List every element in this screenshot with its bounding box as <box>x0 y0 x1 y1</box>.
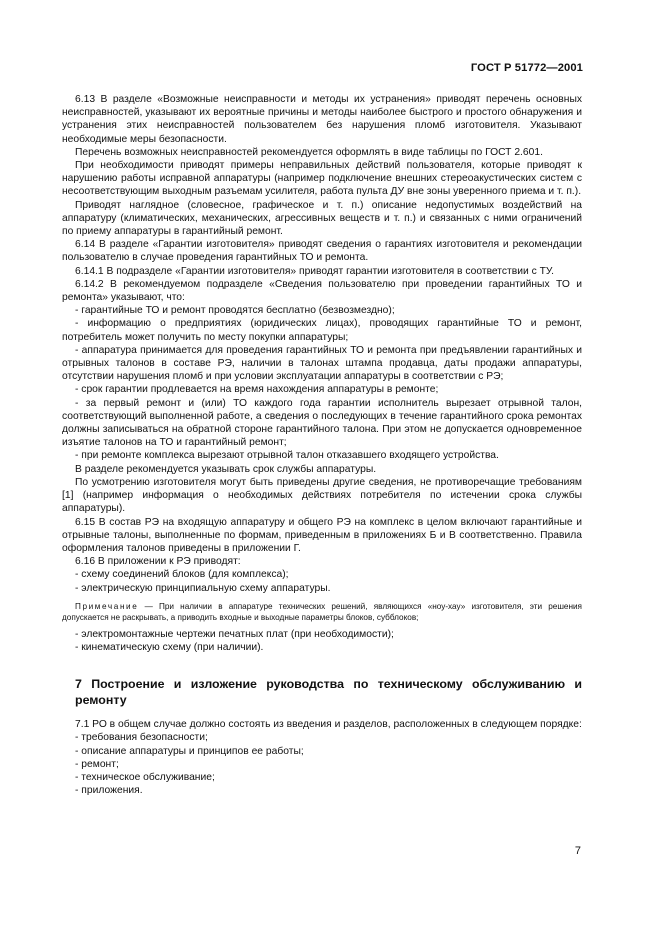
page-number: 7 <box>574 845 581 857</box>
list-item: - электромонтажные чертежи печатных плат (при необходимости); <box>75 628 394 640</box>
paragraph: По усмотрению изготовителя могут быть приведены другие сведения, не противоречащие требованиям [1] (например информация о необходимых действиях потребителя по истечении срока службы аппаратуры). <box>62 476 582 515</box>
paragraph: Перечень возможных неисправностей рекомендуется оформлять в виде таблицы по ГОСТ 2.601. <box>75 146 543 158</box>
list-item: - электрическую принципиальную схему аппаратуры. <box>75 582 331 594</box>
paragraph: В разделе рекомендуется указывать срок службы аппаратуры. <box>75 463 377 475</box>
note-label: Примечание <box>75 601 139 611</box>
section-heading: 7 Построение и изложение руководства по техническому обслуживанию и ремонту <box>75 677 582 708</box>
list-item: - аппаратура принимается для проведения гарантийных ТО и ремонта при предъявлении гарантийных и отрывных талонов в составе РЭ, наличии в талонах штампа продавца, даты продажи аппаратуры, отсутствии нарушения пломб и при условии эксплуатации аппаратуры в соответствии с РЭ; <box>62 344 582 383</box>
list-item: - при ремонте комплекса вырезают отрывной талон отказавшего входящего устройства. <box>75 450 499 462</box>
list-item: - требования безопасности; <box>75 732 208 744</box>
list-item: - ремонт; <box>75 758 119 770</box>
paragraph: Приводят наглядное (словесное, графическое и т. п.) описание недопустимых воздействий на аппаратуру (климатических, механических, агрессивных веществ и т. п.) и связанных с ними ограничений по приему аппаратуры в гарантийный ремонт. <box>62 199 582 238</box>
list-item: - приложения. <box>75 785 143 797</box>
paragraph: 6.14.1 В подразделе «Гарантии изготовителя» приводят гарантии изготовителя в соответствии с ТУ. <box>75 265 554 277</box>
list-item: - за первый ремонт и (или) ТО каждого года гарантии исполнитель вырезает отрывной талон, соответствующий выполненной работе, а сведения о последующих в течение гарантийного срока ремонтах должны записываться на обратной стороне гарантийного талона. При этом не допускается одновременное изъятие талонов на ТО и гарантийный ремонт; <box>62 397 582 449</box>
list-item: - срок гарантии продлевается на время нахождения аппаратуры в ремонте; <box>75 384 439 396</box>
paragraph: 6.14.2 В рекомендуемом подразделе «Сведения пользователю при проведении гарантийных ТО и ремонта» указывают, что: <box>62 278 582 304</box>
list-item: - гарантийные ТО и ремонт проводятся бесплатно (безвозмездно); <box>75 305 395 317</box>
list-item: - техническое обслуживание; <box>75 771 215 783</box>
paragraph: 6.13 В разделе «Возможные неисправности и методы их устранения» приводят перечень основных неисправностей, указывают их вероятные причины и методы наиболее быстрого и простого обнаружения и устранения этих неисправностей пользователем без нарушения пломб изготовителя. Указывают необходимые меры безопасности. <box>62 94 582 145</box>
paragraph: 6.14 В разделе «Гарантии изготовителя» приводят сведения о гарантиях изготовителя и рекомендации пользователю в случае проведения гарантийных ТО и ремонта. <box>62 239 582 264</box>
standard-header: ГОСТ Р 51772—2001 <box>470 62 583 74</box>
paragraph: 7.1 РО в общем случае должно состоять из введения и разделов, расположенных в следующем порядке: <box>75 719 582 731</box>
list-item: - информацию о предприятиях (юридических лицах), проводящих гарантийные ТО и ремонт, потребитель может получить по месту покупки аппаратуры; <box>62 318 582 343</box>
list-item: - описание аппаратуры и принципов ее работы; <box>75 745 304 757</box>
note-text: — При наличии в аппаратуре технических решений, являющихся «ноу-хау» изготовителя, эти решения допускается не раскрывать, а приводить входные и выходные параметры блоков, субблоков; <box>62 601 582 623</box>
list-item: - кинематическую схему (при наличии). <box>75 641 264 653</box>
note <box>62 601 582 624</box>
paragraph: 6.16 В приложении к РЭ приводят: <box>75 556 241 568</box>
list-item: - схему соединений блоков (для комплекса); <box>75 569 289 581</box>
paragraph: 6.15 В состав РЭ на входящую аппаратуру и общего РЭ на комплекс в целом включают гарантийные и отрывные талоны, выполненные по формам, приведенным в приложениях Б и В соответственно. Правила оформления талонов приведены в приложении Г. <box>62 516 582 554</box>
document-body <box>62 93 582 797</box>
paragraph: При необходимости приводят примеры неправильных действий пользователя, которые приводят к нарушению работы исправной аппаратуры (например подключение внешних стереоакустических систем с несоответствующим выходным разъемам усилителя, работа пульта ДУ вне зоны уверенного приема и т. п.). <box>62 160 582 198</box>
